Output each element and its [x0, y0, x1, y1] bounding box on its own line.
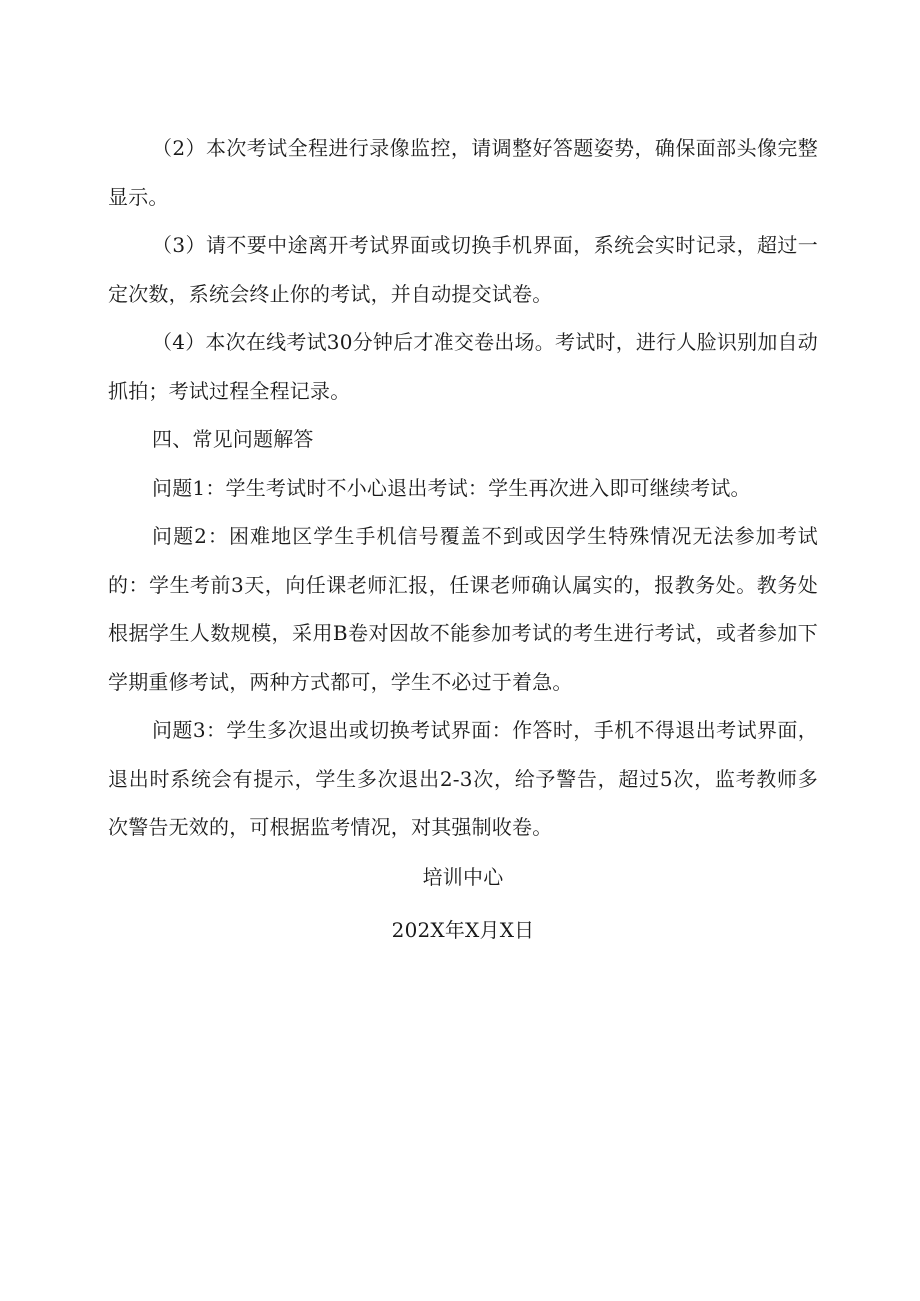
signature-organization: 培训中心 [422, 864, 504, 889]
rule-3-paragraph: （3）请不要中途离开考试界面或切换手机界面，系统会实时记录，超过一定次数，系统会终止你的考试，并自动提交试卷。 [108, 233, 818, 306]
faq-question-1: 问题1：学生考试时不小心退出考试：学生再次进入即可继续考试。 [152, 475, 751, 500]
rule-2-paragraph: （2）本次考试全程进行录像监控，请调整好答题姿势，确保面部头像完整显示。 [108, 136, 818, 209]
faq-question-3: 问题3：学生多次退出或切换考试界面：作答时，手机不得退出考试界面，退出时系统会有提示，学生多次退出2-3次，给予警告，超过5次，监考教师多次警告无效的，可根据监考情况，对其强制收卷。 [108, 718, 818, 839]
document-body [108, 124, 818, 958]
signature-date: 202X年X月X日 [391, 917, 535, 942]
rule-4-paragraph: （4）本次在线考试30分钟后才准交卷出场。考试时，进行人脸识别加自动抓拍；考试过程全程记录。 [108, 330, 818, 403]
faq-question-2: 问题2：困难地区学生手机信号覆盖不到或因学生特殊情况无法参加考试的：学生考前3天，向任课老师汇报，任课老师确认属实的，报教务处。教务处根据学生人数规模，采用B卷对因故不能参加考试的考生进行考试，或者参加下学期重修考试，两种方式都可，学生不必过于着急。 [108, 524, 818, 694]
section-heading-faq: 四、常见问题解答 [152, 427, 314, 451]
